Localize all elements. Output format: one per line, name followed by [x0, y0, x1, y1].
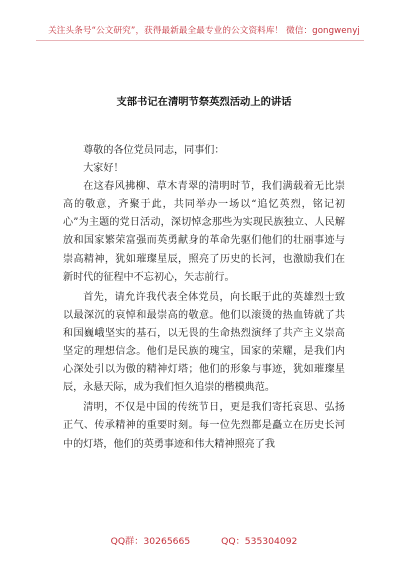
header-notice: 关注头条号“公文研究”，获得最新最全最专业的公文资料库！ 微信：gongwenyj [48, 26, 360, 36]
greeting: 大家好！ [83, 163, 124, 175]
document-title: 支部书记在清明节祭英烈活动上的讲话 [116, 96, 292, 108]
header-divider [36, 40, 364, 41]
paragraph-1: 在这春风拂柳、草木青翠的清明时节，我们满载着无比崇高的敬意，齐聚于此，共同举办一场以“追忆英烈，铭记初心”为主题的党日活动，深切悼念那些为实现民族独立、人民解放和国家繁荣富强而英勇献身的革命先驱们他们的壮丽事迹与崇高精神，犹如璀璨星辰，照亮了历史的长河，也激励我们在新时代的征程中不忘初心，矢志前行。 [63, 181, 345, 283]
salutation: 尊敬的各位党员同志，同事们： [83, 145, 225, 156]
qq-number: QQ：535304092 [221, 536, 298, 547]
paragraph-3: 清明，不仅是中国的传统节日，更是我们寄托哀思、弘扬正气、传承精神的重要时刻。每一位先烈都是矗立在历史长河中的灯塔，他们的英勇事迹和伟大精神照亮了我 [63, 402, 345, 450]
document-body [63, 142, 345, 454]
paragraph-2: 首先，请允许我代表全体党员，向长眠于此的英雄烈士致以最深沉的哀悼和最崇高的敬意。他们以滚烫的热血铸就了共和国巍峨坚实的基石，以无畏的生命热烈演绎了共产主义崇高坚定的理想信念。他们是民族的瑰宝，国家的荣耀，是我们内心深处引以为傲的精神灯塔；他们的形象与事迹，犹如璀璨星辰，永悬天际，成为我们恒久追崇的楷模典范。 [63, 291, 345, 394]
qq-group: QQ群：30265665 [110, 536, 191, 547]
footer-contact [0, 533, 408, 547]
